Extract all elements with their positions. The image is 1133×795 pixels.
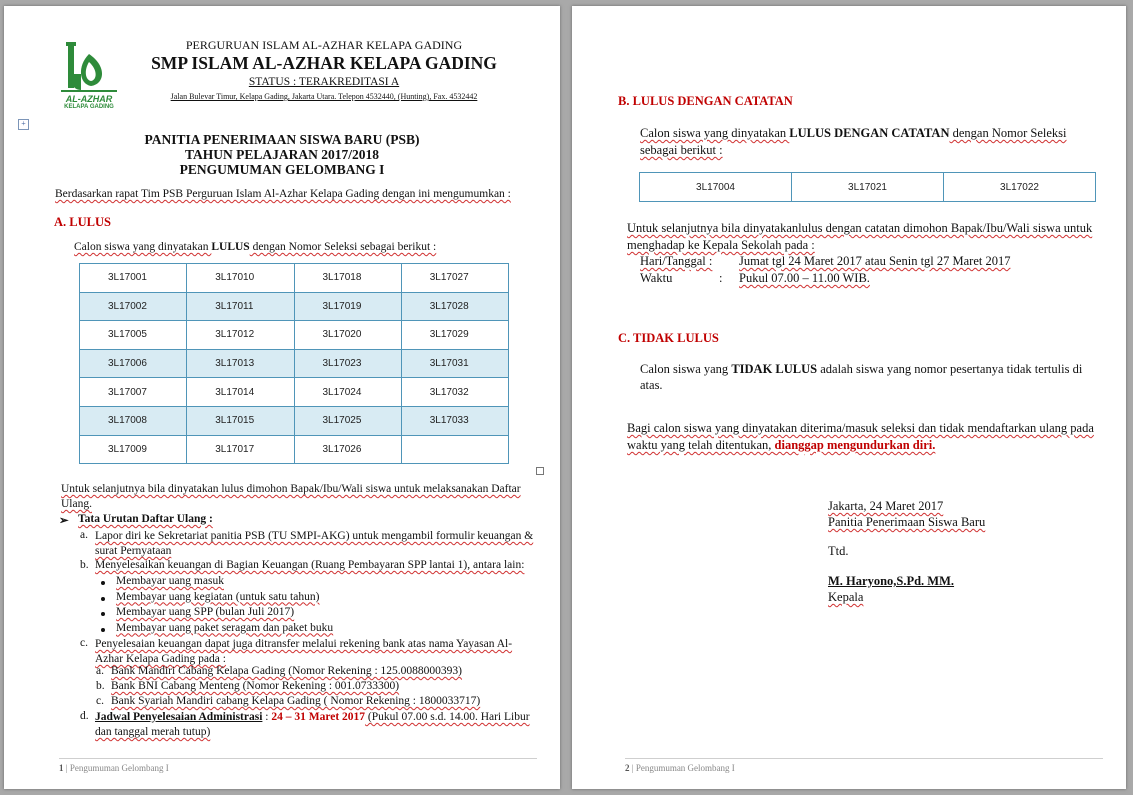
logo-text-sub: KELAPA GADING [64, 104, 114, 110]
bank-item-label: c. [96, 695, 104, 707]
selection-number-cell: 3L17010 [187, 264, 294, 293]
table-row [80, 378, 509, 407]
signature-place-date [828, 499, 943, 514]
step-c-text: Penyelesaian keuangan dapat juga ditransfer melalui rekening bank atas nama Yayasan Al-Azhar Kelapa Gading pada : [95, 638, 513, 665]
table-row [80, 264, 509, 293]
step-a-label: a. [80, 529, 88, 541]
table-row [80, 349, 509, 378]
table-row [640, 173, 1096, 202]
selection-number-cell: 3L17031 [401, 349, 508, 378]
bank-account-item: Bank BNI Cabang Menteng (Nomor Rekening : 001.0733300) [111, 680, 400, 692]
selection-number-cell: 3L17023 [294, 349, 401, 378]
selection-number-cell: 3L17017 [187, 435, 294, 464]
registration-note [627, 420, 1102, 454]
school-address: Jalan Bulevar Timur, Kelapa Gading, Jakarta Utara. Telepon 4532440, (Hunting), Fax. 4532442 [170, 92, 478, 101]
section-a-desc-bold: LULUS [211, 241, 250, 253]
section-a-description [74, 241, 534, 253]
document-page-2 [572, 6, 1126, 789]
institution-name: PERGURUAN ISLAM AL-AZHAR KELAPA GADING [185, 38, 463, 52]
signature-date-text: Jakarta, 24 Maret 2017 [828, 499, 944, 513]
payment-item: Membayar uang kegiatan (untuk satu tahun) [116, 590, 320, 603]
section-a-desc-post: dengan Nomor Seleksi sebagai berikut : [249, 241, 437, 253]
schedule-colon: : [262, 711, 272, 723]
selection-number-cell: 3L17033 [401, 406, 508, 435]
meeting-time-label: Waktu [640, 271, 673, 285]
payment-item: Membayar uang paket seragam dan paket buku [116, 621, 334, 634]
bank-item-label: a. [96, 665, 104, 677]
footer-title: Pengumuman Gelombang I [69, 763, 169, 773]
followup-text: Untuk selanjutnya bila dinyatakan lulus dimohon Bapak/Ibu/Wali siswa untuk melaksanakan Daftar Ulang. [61, 483, 521, 510]
selection-number-cell: 3L17002 [80, 292, 187, 321]
footer-divider-2 [625, 758, 1103, 759]
accreditation-status: STATUS : TERAKREDITASI A [248, 76, 400, 88]
selection-number-cell: 3L17024 [294, 378, 401, 407]
table-row [80, 435, 509, 464]
page-2-footer [625, 763, 735, 773]
payment-item: Membayar uang masuk [116, 575, 224, 587]
procedure-heading: Tata Urutan Daftar Ulang : [78, 513, 213, 525]
selection-number-cell: 3L17029 [401, 321, 508, 350]
selection-number-cell: 3L17004 [640, 173, 792, 202]
document-page-1 [4, 6, 560, 789]
doc-title-line1: PANITIA PENERIMAAN SISWA BARU (PSB) [144, 132, 420, 147]
selection-number-cell: 3L17027 [401, 264, 508, 293]
page-number-2: 2 [625, 763, 630, 773]
meeting-time-colon: : [719, 271, 723, 285]
section-c-desc-post: adalah siswa yang nomor pesertanya tidak tertulis di atas. [640, 362, 1083, 392]
signature-committee: Panitia Penerimaan Siswa Baru [828, 515, 986, 529]
meeting-day-value: Jumat tgl 24 Maret 2017 atau Senin tgl 27 Maret 2017 [739, 254, 1011, 268]
step-c-label: c. [80, 637, 88, 649]
selection-number-cell: 3L17012 [187, 321, 294, 350]
section-a-desc-pre: Calon siswa yang dinyatakan [74, 241, 212, 253]
bank-account-item: Bank Mandiri Cabang Kelapa Gading (Nomor Rekening : 125.0088000393) [111, 665, 463, 677]
signatory-name: M. Haryono,S.Pd. MM. [828, 574, 955, 588]
school-logo [61, 40, 117, 114]
step-a-text: Lapor diri ke Sekretariat panitia PSB (TU SMPI-AKG) untuk mengambil formulir keuangan & surat Pernyataan [95, 530, 534, 557]
section-b-description [640, 125, 1100, 159]
procedure-arrow-icon: ➢ [59, 515, 69, 527]
selection-number-cell: 3L17007 [80, 378, 187, 407]
selection-number-cell: 3L17006 [80, 349, 187, 378]
page-1-footer [59, 763, 169, 773]
selection-number-cell: 3L17020 [294, 321, 401, 350]
step-d-label: d. [80, 710, 89, 722]
footer-title-2: Pengumuman Gelombang I [635, 763, 735, 773]
table-row [80, 292, 509, 321]
registration-note-text: Bagi calon siswa yang dinyatakan diterima/masuk seleksi dan tidak mendaftarkan ulang pada waktu yang telah ditentukan, [627, 421, 1094, 452]
selection-number-cell: 3L17026 [294, 435, 401, 464]
doc-title-line2: TAHUN PELAJARAN 2017/2018 [184, 147, 379, 162]
selection-number-cell: 3L17011 [187, 292, 294, 321]
selection-number-cell: 3L17021 [792, 173, 944, 202]
table-resize-handle[interactable] [536, 467, 544, 475]
step-d-text [95, 710, 535, 740]
table-row [80, 406, 509, 435]
table-move-handle-icon[interactable]: + [18, 119, 29, 130]
footer-separator: | [63, 763, 70, 773]
section-b-desc-bold: LULUS DENGAN CATATAN [789, 126, 950, 140]
table-row [80, 321, 509, 350]
logo-text-main: AL-AZHAR [65, 94, 113, 104]
section-b-heading: B. LULUS DENGAN CATATAN [618, 94, 793, 108]
section-c-description [640, 361, 1100, 393]
section-c-desc-pre: Calon siswa yang [640, 362, 732, 376]
meeting-day-label: Hari/Tanggal : [640, 254, 713, 268]
selection-number-cell: 3L17014 [187, 378, 294, 407]
selection-number-cell: 3L17022 [944, 173, 1096, 202]
bullet-icon [101, 581, 105, 585]
payment-item: Membayar uang SPP (bulan Juli 2017) [116, 606, 295, 618]
selection-number-cell: 3L17001 [80, 264, 187, 293]
footer-divider [59, 758, 537, 759]
bank-account-item: Bank Syariah Mandiri cabang Kelapa Gading ( Nomor Rekening : 1800033717) [111, 695, 481, 707]
section-c-desc-bold: TIDAK LULUS [731, 362, 818, 376]
section-b-desc-pre: Calon siswa yang dinyatakan [640, 126, 790, 140]
selection-number-cell: 3L17018 [294, 264, 401, 293]
section-b-desc-post: dengan Nomor Seleksi sebagai berikut : [640, 126, 1067, 157]
selection-number-cell: 3L17009 [80, 435, 187, 464]
selection-number-cell: 3L17025 [294, 406, 401, 435]
schedule-label: Jadwal Penyelesaian Administrasi [95, 711, 263, 723]
selection-number-cell [401, 435, 508, 464]
passed-students-table [79, 263, 509, 464]
meeting-time-value: Pukul 07.00 – 11.00 WIB. [739, 271, 870, 285]
bullet-icon [101, 597, 105, 601]
bullet-icon [101, 612, 105, 616]
doc-title-line3: PENGUMUMAN GELOMBANG I [179, 162, 385, 177]
selection-number-cell: 3L17015 [187, 406, 294, 435]
bank-item-label: b. [96, 680, 105, 692]
signatory-role: Kepala [828, 590, 864, 604]
selection-number-cell: 3L17008 [80, 406, 187, 435]
school-name: SMP ISLAM AL-AZHAR KELAPA GADING [151, 53, 497, 73]
step-b-label: b. [80, 559, 89, 571]
signature-ttd: Ttd. [828, 544, 849, 558]
intro-text: Berdasarkan rapat Tim PSB Perguruan Islam Al-Azhar Kelapa Gading dengan ini mengumumkan : [55, 188, 511, 200]
section-c-heading: C. TIDAK LULUS [618, 331, 719, 345]
selection-number-cell: 3L17019 [294, 292, 401, 321]
step-b-text: Menyelesaikan keuangan di Bagian Keuangan (Ruang Pembayaran SPP lantai 1), antara lain: [95, 559, 525, 571]
selection-number-cell: 3L17013 [187, 349, 294, 378]
conditional-pass-table [639, 172, 1096, 202]
schedule-hours: (Pukul 07.00 s.d. 14.00. Hari Libur dan tanggal merah tutup) [95, 711, 530, 738]
page-number: 1 [59, 763, 64, 773]
selection-number-cell: 3L17032 [401, 378, 508, 407]
section-a-heading: A. LULUS [54, 215, 111, 229]
selection-number-cell: 3L17028 [401, 292, 508, 321]
schedule-dates: 24 – 31 Maret 2017 [271, 711, 366, 723]
footer-separator-2: | [629, 763, 636, 773]
selection-number-cell: 3L17005 [80, 321, 187, 350]
bullet-icon [101, 628, 105, 632]
section-b-followup: Untuk selanjutnya bila dinyatakanlulus dengan catatan dimohon Bapak/Ibu/Wali siswa untuk menghadap ke Kepala Sekolah pada : [627, 221, 1093, 252]
withdrawal-warning: dianggap mengundurkan diri. [774, 438, 936, 452]
